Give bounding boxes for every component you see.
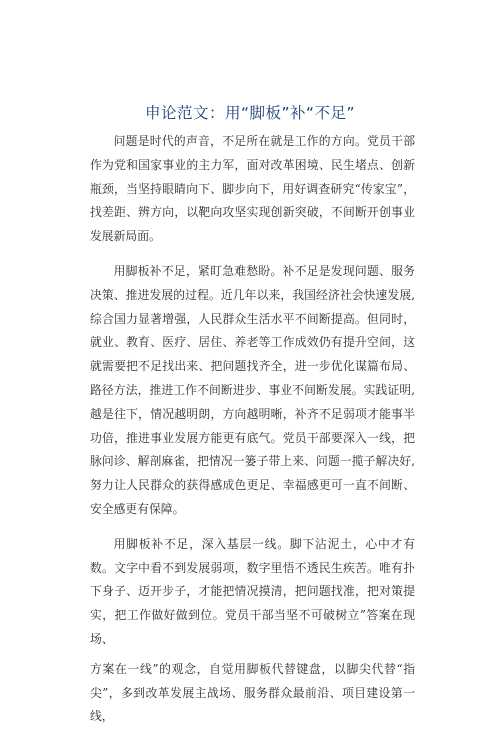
- paragraph-focus-urgent-needs: 用脚板补不足，紧盯急难愁盼。补不足是发现问题、服务决策、推进发展的过程。近几年以来，我国经济社会快速发展,综合国力显著增强，人民群众生活水平不间断提高。但同时，就业、教育、医疗、居住、养老等工作成效仍有提升空间，这就需要把不足找出来、把问题找齐全，进一步优化谋篇布局、路径方法，推进工作不间断进步、事业不间断发展。实践证明,越是往下，情况越明朗，方向越明晰，补齐不足弱项才能事半功倍，推进事业发展方能更有底气。党员干部要深入一线，把脉问诊、解剖麻雀，把情况一篓子带上来、问题一揽子解决好,努力让人民群众的获得感成色更足、幸福感更可一直不间断、安全感更有保障。: [90, 263, 415, 516]
- paragraph-continuation: 方案在一线”的观念，自觉用脚板代替键盘，以脚尖代替“指尖”，多到改革发展主战场、服务群众最前沿、项目建设第一线，: [90, 661, 415, 724]
- paragraph-grassroots-frontline: 用脚板补不足，深入基层一线。脚下沾泥土，心中才有数。文字中看不到发展弱项，数字里悟不透民生疾苦。唯有扑下身子、迈开步子，才能把情况摸清，把问题找准，把对策提实，把工作做好做到位。党员干部当坚不可破树立”答案在现场、: [90, 536, 415, 646]
- document-body: [90, 130, 415, 740]
- paragraph-intro: 问题是时代的声音，不足所在就是工作的方向。党员干部作为党和国家事业的主力军，面对改革困境、民生堵点、创新瓶颈，当坚持眼睛向下、脚步向下，用好调查研究“传家宝”，找差距、辨方向，以靶向攻坚实现创新突破，不间断开创事业发展新局面。: [90, 134, 415, 244]
- document-title: 申论范文：用“脚板”补“不足”: [144, 104, 356, 122]
